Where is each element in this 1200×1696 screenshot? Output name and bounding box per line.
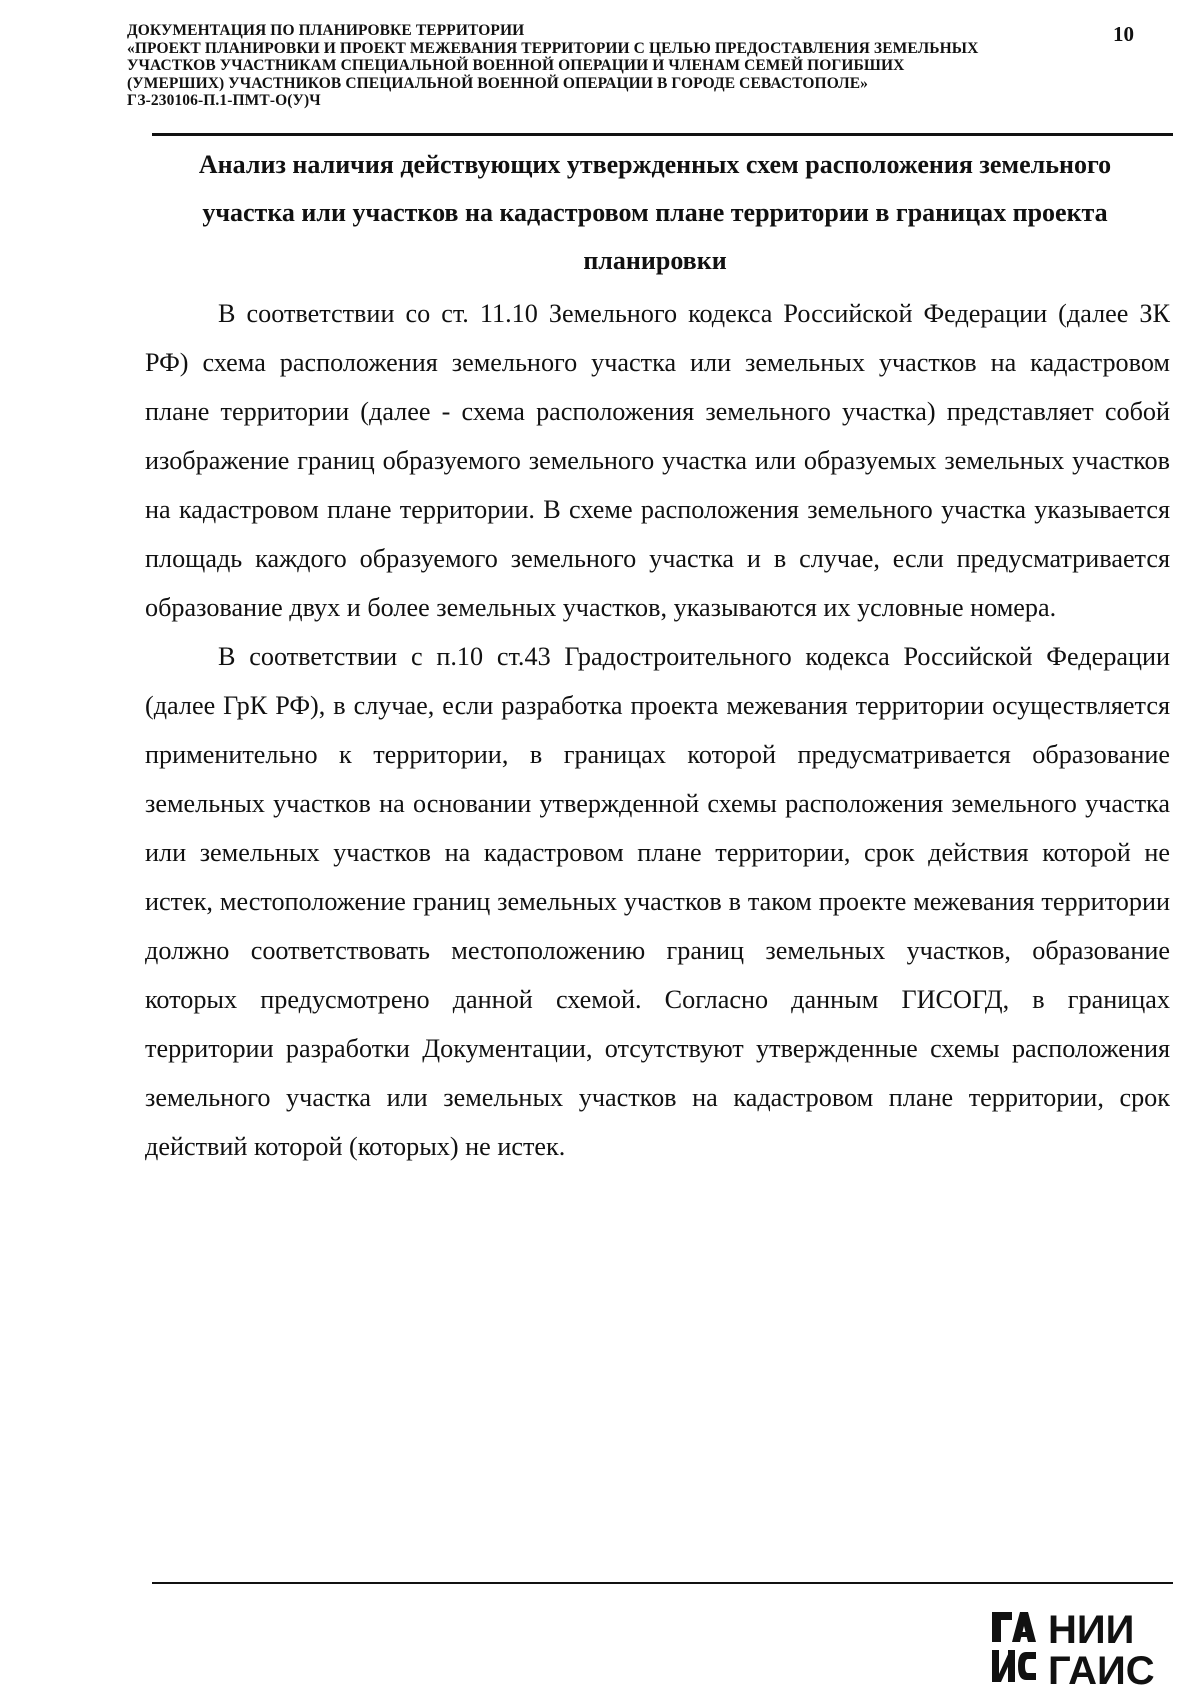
document-code: ГЗ-230106-П.1-ПМТ-О(У)Ч bbox=[127, 92, 321, 110]
paragraph: В соответствии со ст. 11.10 Земельного кодекса Российской Федерации (далее ЗК РФ) схема расположения земельного участка или земельных участков на кадастровом плане территории (далее - схема расположения земельного участка) представляет собой изображение границ образуемого земельного участка или образуемых земельных участков на кадастровом плане территории. В схеме расположения земельного участка указывается площадь каждого образуемого земельного участка и в случае, если предусматривается образование двух и более земельных участков, указываются их условные номера. bbox=[145, 299, 1170, 622]
header-divider bbox=[152, 133, 1173, 136]
paragraph: В соответствии с п.10 ст.43 Градостроительного кодекса Российской Федерации (далее ГрК РФ), в случае, если разработка проекта межевания территории осуществляется применительно к территории, в границах которой предусматривается образование земельных участков на основании утвержденной схемы расположения земельного участка или земельных участков на кадастровом плане территории, срок действия которой не истек, местоположение границ земельных участков в таком проекте межевания территории должно соответствовать местоположению границ земельных участков, образование которых предусмотрено данной схемой. Согласно данным ГИСОГД, в границах территории разработки Документации, отсутствуют утвержденные схемы расположения земельного участка или земельных участков на кадастровом плане территории, срок действий которой (которых) не истек. bbox=[145, 642, 1170, 1161]
page-number: 10 bbox=[1113, 22, 1134, 46]
logo-line-2: ГАИС bbox=[1048, 1649, 1155, 1686]
section-title bbox=[140, 141, 1170, 285]
section-title-line: планировки bbox=[583, 246, 727, 275]
section-title-line: участка или участков на кадастровом плане территории в границах проекта bbox=[202, 198, 1108, 227]
nii-gais-logo bbox=[990, 1608, 1175, 1686]
header-line: ДОКУМЕНТАЦИЯ ПО ПЛАНИРОВКЕ ТЕРРИТОРИИ bbox=[127, 22, 525, 39]
header-line: «ПРОЕКТ ПЛАНИРОВКИ И ПРОЕКТ МЕЖЕВАНИЯ ТЕРРИТОРИИ С ЦЕЛЬЮ ПРЕДОСТАВЛЕНИЯ ЗЕМЕЛЬНЫХ bbox=[127, 39, 979, 57]
footer-divider bbox=[152, 1582, 1173, 1584]
header-line: УЧАСТКОВ УЧАСТНИКАМ СПЕЦИАЛЬНОЙ ВОЕННОЙ ОПЕРАЦИИ И ЧЛЕНАМ СЕМЕЙ ПОГИБШИХ bbox=[127, 57, 905, 75]
section-body bbox=[145, 289, 1170, 1171]
section-title-line: Анализ наличия действующих утвержденных схем расположения земельного bbox=[198, 150, 1112, 179]
logo-line-1: НИИ bbox=[1048, 1608, 1135, 1652]
header-line: (УМЕРШИХ) УЧАСТНИКОВ СПЕЦИАЛЬНОЙ ВОЕННОЙ ОПЕРАЦИИ В ГОРОДЕ СЕВАСТОПОЛЕ» bbox=[127, 74, 869, 92]
document-header bbox=[127, 22, 1087, 110]
gais-monogram-icon bbox=[992, 1612, 1036, 1682]
